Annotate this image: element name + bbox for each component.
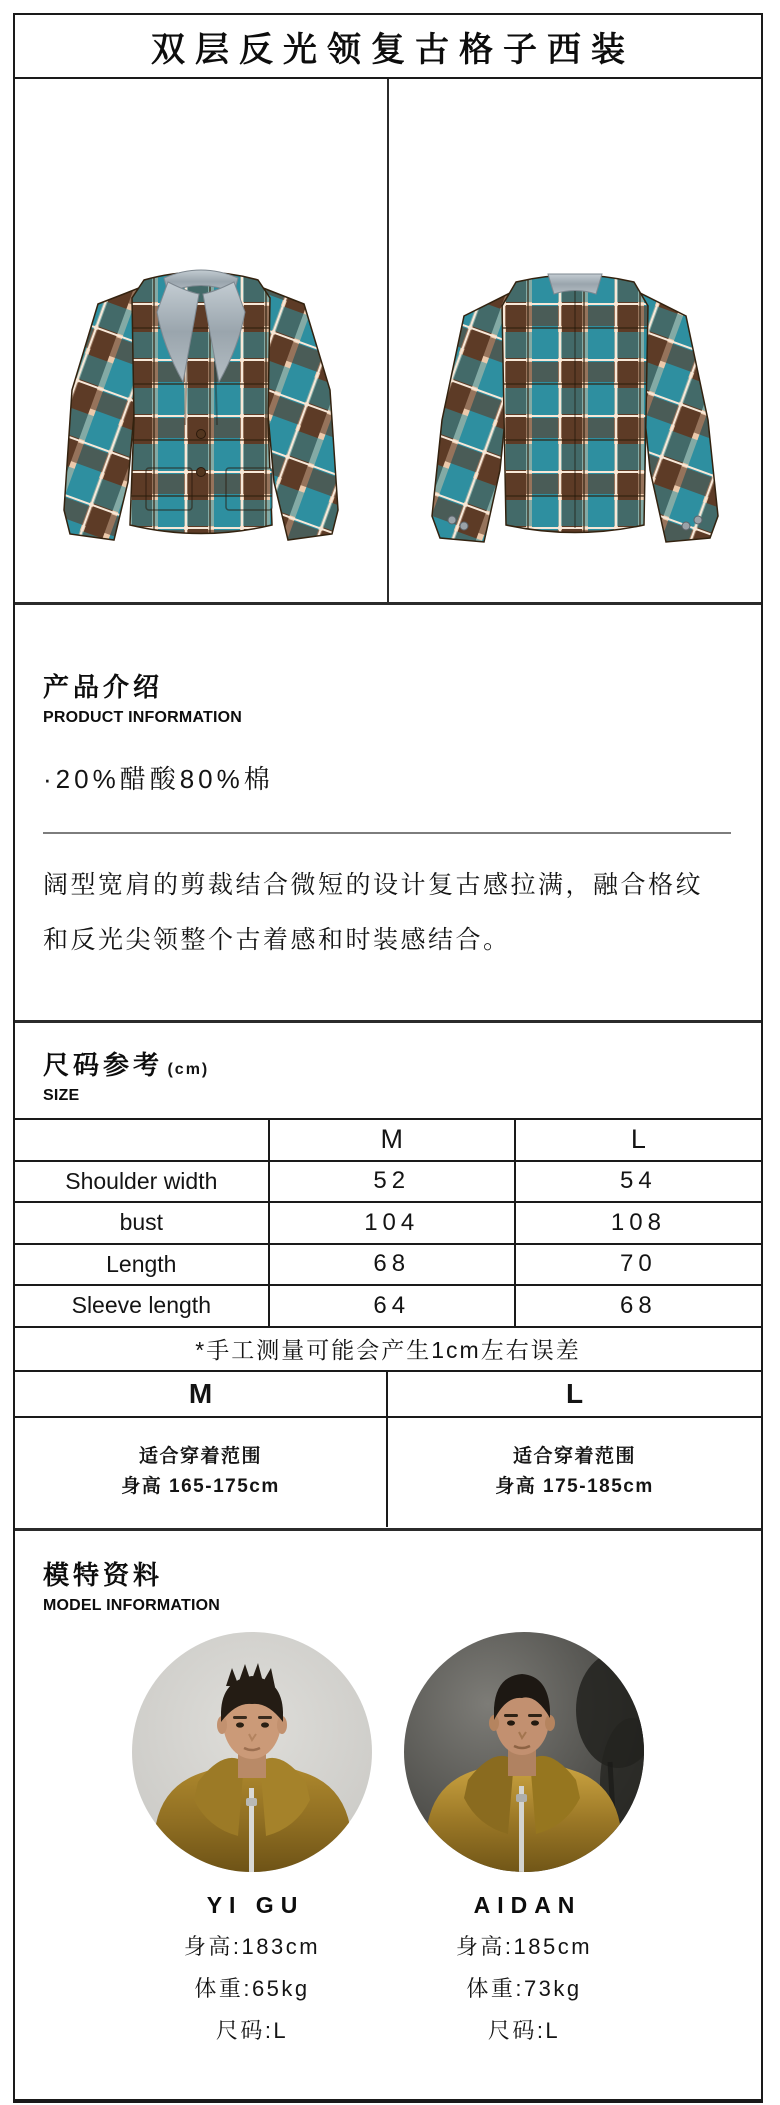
fit-header-row	[15, 1372, 761, 1418]
model-size: 尺码:L	[215, 2018, 289, 2043]
intro-divider	[43, 832, 731, 834]
model-height: 身高:185cm	[455, 1934, 593, 1959]
size-row-label: Sleeve length	[15, 1285, 269, 1327]
fit-range-l	[388, 1418, 761, 1527]
model-size: 尺码:L	[487, 2018, 561, 2043]
intro-heading-en: PRODUCT INFORMATION	[43, 709, 243, 726]
size-heading-en: SIZE	[43, 1087, 80, 1104]
size-section	[15, 1023, 761, 1531]
size-row-bust	[15, 1202, 761, 1244]
product-description	[43, 858, 733, 968]
fit-range-m-line2: 身高 165-175cm	[121, 1476, 280, 1497]
size-value-m: 52	[269, 1161, 515, 1203]
size-row-shoulder	[15, 1161, 761, 1203]
size-header-empty-cell	[15, 1119, 269, 1161]
model-info-section	[15, 1531, 761, 2045]
models-heading	[15, 1555, 761, 1615]
size-value-l: 108	[515, 1202, 761, 1244]
product-image-front-cell	[15, 79, 387, 602]
models-heading-cn: 模特资料	[43, 1560, 164, 1590]
product-detail-page	[13, 13, 763, 2103]
model-weight: 体重:65kg	[194, 1976, 310, 2001]
size-row-length	[15, 1244, 761, 1286]
fit-range-m-line1: 适合穿着范围	[138, 1446, 262, 1467]
size-value-m: 104	[269, 1202, 515, 1244]
product-images-row	[15, 79, 761, 605]
description-line-1: 阔型宽肩的剪裁结合微短的设计复古感拉满，融合格纹	[43, 871, 704, 899]
models-row	[15, 1632, 761, 2045]
size-value-m: 64	[269, 1285, 515, 1327]
size-header-m: M	[269, 1119, 515, 1161]
size-value-l: 54	[515, 1161, 761, 1203]
model-weight: 体重:73kg	[466, 1976, 582, 2001]
measurement-note: *手工测量可能会产生1cm左右误差	[15, 1328, 761, 1372]
size-heading	[15, 1023, 761, 1105]
page-title: 双层反光领复古格子西装	[15, 15, 761, 79]
model-name: YI GU	[206, 1892, 305, 1918]
fit-header-m: M	[15, 1372, 388, 1418]
size-row-label: Length	[15, 1244, 269, 1286]
fit-range-l-line1: 适合穿着范围	[512, 1446, 636, 1467]
size-row-label: Shoulder width	[15, 1161, 269, 1203]
jacket-front-image	[46, 220, 356, 560]
product-intro-section	[15, 605, 761, 1023]
size-table-header-row	[15, 1119, 761, 1161]
model-portrait-icon	[404, 1632, 644, 1872]
size-value-m: 68	[269, 1244, 515, 1286]
material-composition: ·20%醋酸80%棉	[43, 764, 274, 794]
size-table	[15, 1118, 761, 1328]
size-row-sleeve	[15, 1285, 761, 1327]
models-heading-en: MODEL INFORMATION	[43, 1597, 221, 1614]
size-value-l: 70	[515, 1244, 761, 1286]
size-heading-cn: 尺码参考	[43, 1050, 164, 1080]
product-image-back-cell	[387, 79, 761, 602]
size-row-label: bust	[15, 1202, 269, 1244]
model-card-aidan	[404, 1632, 644, 2045]
description-line-2: 和反光尖领整个古着感和时装感结合。	[43, 926, 511, 954]
model-name: AIDAN	[473, 1892, 582, 1918]
fit-range-l-line2: 身高 175-185cm	[495, 1476, 654, 1497]
model-photo-yigu	[132, 1632, 372, 1872]
jacket-back-image	[420, 220, 730, 560]
model-portrait-icon	[132, 1632, 372, 1872]
fit-range-row	[15, 1418, 761, 1527]
fit-header-l: L	[388, 1372, 761, 1418]
model-photo-aidan	[404, 1632, 644, 1872]
intro-heading-cn: 产品介绍	[43, 672, 164, 702]
size-value-l: 68	[515, 1285, 761, 1327]
fit-range-m	[15, 1418, 388, 1527]
model-height: 身高:183cm	[183, 1934, 321, 1959]
model-card-yigu	[132, 1632, 372, 2045]
size-header-l: L	[515, 1119, 761, 1161]
size-heading-unit: (cm)	[167, 1061, 210, 1078]
